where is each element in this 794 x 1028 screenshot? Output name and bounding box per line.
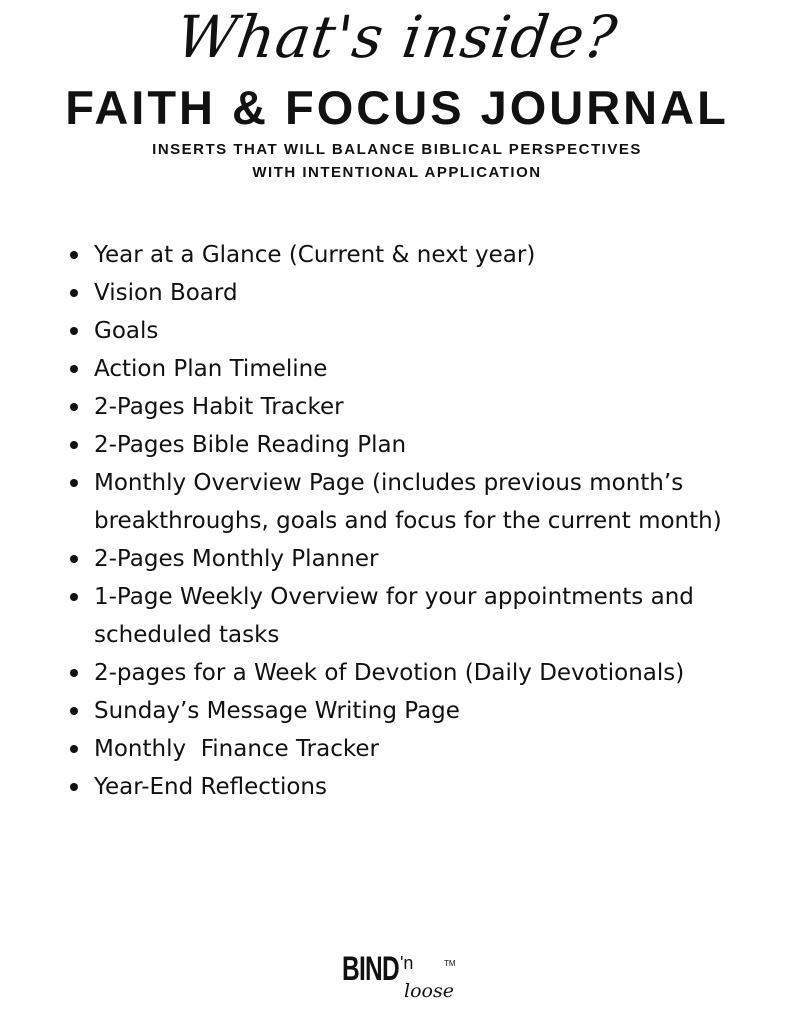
list-item [70, 578, 770, 654]
list-item [70, 388, 770, 426]
list-item-text: 2-Pages Habit Tracker [94, 394, 344, 420]
list-item [70, 654, 770, 692]
list-item-text: 1-Page Weekly Overview for your appointments and scheduled tasks [94, 584, 702, 648]
list-item-text: Sunday’s Message Writing Page [94, 698, 460, 724]
list-item [70, 426, 770, 464]
script-title: What's inside? [172, 3, 622, 71]
bullet-icon [70, 707, 78, 715]
bullet-icon [70, 593, 78, 601]
subtitle-line-1: INSERTS THAT WILL BALANCE BIBLICAL PERSPECTIVES [152, 141, 642, 158]
page-title: FAITH & FOCUS JOURNAL [65, 81, 729, 134]
contents-list [70, 236, 770, 806]
list-item-text: Monthly Finance Tracker [94, 736, 379, 762]
list-item-text: 2-Pages Monthly Planner [94, 546, 379, 572]
bullet-icon [70, 669, 78, 677]
list-item-text: Action Plan Timeline [94, 356, 328, 382]
bullet-icon [70, 327, 78, 335]
list-item-text: Vision Board [94, 280, 238, 306]
list-item [70, 274, 770, 312]
list-item-text: 2-Pages Bible Reading Plan [94, 432, 407, 458]
list-item [70, 768, 770, 806]
list-item [70, 692, 770, 730]
list-item-text: Year-End Reflections [94, 774, 327, 800]
trademark-mark: TM [444, 959, 456, 968]
list-item-text: Year at a Glance (Current & next year) [94, 242, 536, 268]
list-item [70, 540, 770, 578]
list-item [70, 730, 770, 768]
logo-loose-text: loose [404, 980, 454, 1002]
bullet-icon [70, 783, 78, 791]
list-item-text: Monthly Overview Page (includes previous month’s breakthroughs, goals and focus for the current month) [94, 470, 722, 534]
logo-n-text: 'n [400, 953, 414, 973]
list-item-text: 2-pages for a Week of Devotion (Daily Devotionals) [94, 660, 685, 686]
list-item [70, 350, 770, 388]
bullet-icon [70, 745, 78, 753]
bullet-icon [70, 441, 78, 449]
subtitle-line-2: WITH INTENTIONAL APPLICATION [252, 164, 542, 181]
brand-logo [336, 950, 466, 1020]
list-item [70, 312, 770, 350]
list-item [70, 236, 770, 274]
bullet-icon [70, 403, 78, 411]
bullet-icon [70, 289, 78, 297]
bullet-icon [70, 555, 78, 563]
list-item [70, 464, 770, 540]
logo-bind-text: BIND [342, 950, 399, 988]
bullet-icon [70, 479, 78, 487]
list-item-text: Goals [94, 318, 159, 344]
bullet-icon [70, 251, 78, 259]
bullet-icon [70, 365, 78, 373]
